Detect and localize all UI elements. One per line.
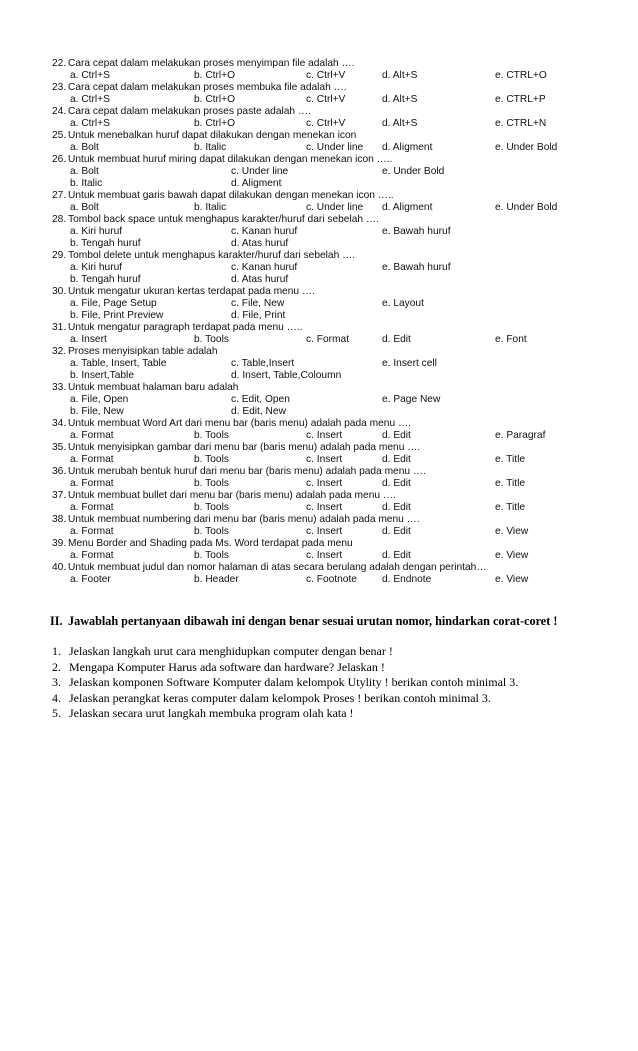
question-number: 28. [52,214,67,225]
option-row [52,526,612,538]
question-stem [52,490,612,502]
essay-text: Jelaskan secara urut langkah membuka program olah kata ! [69,706,354,721]
answer-option: c. Ctrl+V [306,118,346,129]
question-number: 39. [52,538,67,549]
question-stem [52,514,612,526]
answer-option: e. Title [495,478,526,489]
option-row [52,226,612,238]
answer-option: e. CTRL+O [495,70,547,81]
question-stem [52,562,612,574]
question-number: 25. [52,130,67,141]
question-text: Menu Border and Shading pada Ms. Word terdapat pada menu [68,538,353,549]
answer-option: c. Insert [306,502,343,513]
answer-option: c. Under line [231,166,289,177]
answer-option: c. Kanan huruf [231,262,298,273]
question-number: 23. [52,82,67,93]
answer-option: e. CTRL+P [495,94,546,105]
question-number: 36. [52,466,67,477]
answer-option: a. Table, Insert, Table [70,358,167,369]
question-stem [52,466,612,478]
question-number: 34. [52,418,67,429]
option-row [52,118,612,130]
answer-option: a. File, Page Setup [70,298,157,309]
question-text: Untuk membuat huruf miring dapat dilakukan dengan menekan icon ….. [68,154,393,165]
answer-option: e. Under Bold [382,166,445,177]
question-text: Tombol delete untuk menghapus karakter/huruf dari sebelah …. [68,250,356,261]
answer-option: a. Format [70,478,114,489]
answer-option: d. Edit [382,478,411,489]
question-number: 22. [52,58,67,69]
answer-option: b. Italic [194,142,227,153]
answer-option: c. Insert [306,478,343,489]
section-title: Jawablah pertanyaan dibawah ini dengan benar sesuai urutan nomor, hindarkan corat-coret ! [68,614,558,628]
question-stem [52,346,612,358]
question-stem [52,538,612,550]
question-text: Cara cepat dalam melakukan proses membuka file adalah …. [68,82,347,93]
essay-number: 1. [52,644,61,658]
option-row [52,394,612,406]
question-text: Tombol back space untuk menghapus karakter/huruf dari sebelah …. [68,214,379,225]
answer-option: d. Insert, Table,Coloumn [231,370,342,381]
answer-option: e. Bawah huruf [382,262,451,273]
answer-option: c. Insert [306,454,343,465]
answer-option: d. Edit [382,454,411,465]
answer-option: d. Endnote [382,574,432,585]
answer-option: d. Alt+S [382,94,418,105]
question-text: Untuk menebalkan huruf dapat dilakukan dengan menekan icon [68,130,357,141]
answer-option: c. Insert [306,550,343,561]
question-stem [52,322,612,334]
answer-option: a. Bolt [70,142,99,153]
question-stem [52,286,612,298]
question-stem [52,418,612,430]
option-row [52,454,612,466]
option-row [52,178,612,190]
question-number: 38. [52,514,67,525]
option-row [52,298,612,310]
answer-option: d. Aligment [382,142,433,153]
answer-option: e. View [495,574,529,585]
answer-option: e. Insert cell [382,358,437,369]
answer-option: a. Format [70,454,114,465]
question-number: 35. [52,442,67,453]
answer-option: a. Footer [70,574,111,585]
answer-option: e. View [495,550,529,561]
answer-option: d. Alt+S [382,70,418,81]
answer-option: a. Kiri huruf [70,226,123,237]
answer-option: c. Insert [306,430,343,441]
answer-option: b. Ctrl+O [194,118,236,129]
essay-text: Jelaskan perangkat keras computer dalam kelompok Proses ! berikan contoh minimal 3. [69,690,491,705]
answer-option: a. Ctrl+S [70,118,110,129]
answer-option: d. Atas huruf [231,238,289,249]
question-text: Untuk mengatur paragraph terdapat pada menu ….. [68,322,303,333]
answer-option: a. Bolt [70,166,99,177]
question-number: 24. [52,106,67,117]
answer-option: e. Paragraf [495,430,546,441]
option-row [52,202,612,214]
answer-option: b. Tools [194,454,229,465]
question-stem [52,82,612,94]
essay-number: 3. [52,675,61,690]
answer-option: d. Edit, New [231,406,286,417]
answer-option: c. Edit, Open [231,394,290,405]
question-number: 40. [52,562,67,573]
answer-option: b. File, New [70,406,124,417]
answer-option: a. File, Open [70,394,129,405]
question-text: Untuk merubah bentuk huruf dari menu bar (baris menu) adalah pada menu …. [68,466,426,477]
option-row [52,274,612,286]
answer-option: c. Under line [306,202,364,213]
answer-option: d. Aligment [382,202,433,213]
question-number: 30. [52,286,67,297]
answer-option: e. Layout [382,298,424,309]
essay-text: Mengapa Komputer Harus ada software dan hardware? Jelaskan ! [69,659,385,674]
question-stem [52,442,612,454]
answer-option: e. View [495,526,529,537]
answer-option: d. Edit [382,550,411,561]
question-stem [52,214,612,226]
option-row [52,142,612,154]
answer-option: b. Ctrl+O [194,94,236,105]
option-row [52,370,612,382]
essay-question [52,644,612,660]
answer-option: b. Tools [194,526,229,537]
answer-option: c. Ctrl+V [306,94,346,105]
answer-option: a. Format [70,550,114,561]
option-row [52,262,612,274]
answer-option: a. Ctrl+S [70,70,110,81]
question-stem [52,190,612,202]
answer-option: b. Header [194,574,239,585]
answer-option: b. Ctrl+O [194,70,236,81]
answer-option: e. Under Bold [495,142,558,153]
answer-option: b. Tengah huruf [70,274,141,285]
answer-option: b. Tools [194,430,229,441]
answer-option: d. Alt+S [382,118,418,129]
question-number: 31. [52,322,67,333]
answer-option: c. Insert [306,526,343,537]
answer-option: b. Tools [194,478,229,489]
option-row [52,94,612,106]
answer-option: a. Bolt [70,202,99,213]
question-number: 26. [52,154,67,165]
answer-option: e. Font [495,334,527,345]
answer-option: c. Kanan huruf [231,226,298,237]
question-text: Cara cepat dalam melakukan proses menyimpan file adalah …. [68,58,355,69]
essay-question [52,691,612,707]
option-row [52,574,612,586]
option-row [52,406,612,418]
option-row [52,550,612,562]
question-text: Untuk membuat halaman baru adalah [68,382,239,393]
essay-text: Jelaskan langkah urut cara menghidupkan computer dengan benar ! [69,644,393,658]
answer-option: e. Page New [382,394,441,405]
essay-text: Jelaskan komponen Software Komputer dalam kelompok Utylity ! berikan contoh minimal 3. [69,675,519,690]
answer-option: c. Table,Insert [231,358,295,369]
question-text: Untuk membuat Word Art dari menu bar (baris menu) adalah pada menu …. [68,418,411,429]
option-row [52,502,612,514]
option-row [52,70,612,82]
answer-option: a. Format [70,526,114,537]
answer-option: b. Italic [194,202,227,213]
answer-option: c. File, New [231,298,285,309]
answer-option: d. Edit [382,502,411,513]
question-text: Untuk membuat judul dan nomor halaman di atas secara berulang adalah dengan perintah… [68,562,487,573]
answer-option: a. Ctrl+S [70,94,110,105]
option-row [52,430,612,442]
question-number: 32. [52,346,67,357]
question-stem [52,250,612,262]
question-stem [52,106,612,118]
answer-option: b. Insert,Table [70,370,134,381]
answer-option: c. Under line [306,142,364,153]
answer-option: b. Tools [194,334,229,345]
answer-option: a. Insert [70,334,107,345]
answer-option: d. Aligment [231,178,282,189]
question-text: Untuk membuat garis bawah dapat dilakukan dengan menekan icon ….. [68,190,394,201]
answer-option: d. Atas huruf [231,274,289,285]
answer-option: a. Format [70,430,114,441]
essay-number: 2. [52,659,61,674]
answer-option: d. File, Print [231,310,286,321]
multiple-choice-section [52,58,612,586]
option-row [52,166,612,178]
question-stem [52,130,612,142]
answer-option: b. Tools [194,502,229,513]
answer-option: d. Edit [382,526,411,537]
answer-option: e. Bawah huruf [382,226,451,237]
question-text: Untuk membuat numbering dari menu bar (baris menu) adalah pada menu …. [68,514,420,525]
answer-option: c. Footnote [306,574,357,585]
question-text: Untuk mengatur ukuran kertas terdapat pada menu …. [68,286,315,297]
option-row [52,358,612,370]
answer-option: e. Title [495,502,526,513]
answer-option: a. Format [70,502,114,513]
option-row [52,334,612,346]
essay-number: 5. [52,706,61,721]
question-text: Untuk membuat bullet dari menu bar (baris menu) adalah pada menu …. [68,490,396,501]
answer-option: a. Kiri huruf [70,262,123,273]
answer-option: b. Italic [70,178,103,189]
section-number: II. [50,614,63,628]
question-stem [52,58,612,70]
question-text: Proses menyisipkan table adalah [68,346,218,357]
option-row [52,238,612,250]
essay-question [52,660,612,676]
question-text: Untuk menyisipkan gambar dari menu bar (baris menu) adalah pada menu …. [68,442,421,453]
answer-option: c. Ctrl+V [306,70,346,81]
question-number: 33. [52,382,67,393]
answer-option: e. Under Bold [495,202,558,213]
answer-option: e. CTRL+N [495,118,547,129]
option-row [52,478,612,490]
question-number: 27. [52,190,67,201]
question-number: 29. [52,250,67,261]
essay-question [52,675,612,691]
answer-option: e. Title [495,454,526,465]
essay-number: 4. [52,690,61,705]
answer-option: c. Format [306,334,350,345]
question-text: Cara cepat dalam melakukan proses paste adalah …. [68,106,311,117]
question-number: 37. [52,490,67,501]
essay-questions-list [52,644,612,722]
question-stem [52,154,612,166]
option-row [52,310,612,322]
answer-option: d. Edit [382,430,411,441]
essay-question [52,706,612,722]
answer-option: d. Edit [382,334,411,345]
question-stem [52,382,612,394]
answer-option: b. Tools [194,550,229,561]
answer-option: b. File, Print Preview [70,310,164,321]
answer-option: b. Tengah huruf [70,238,141,249]
